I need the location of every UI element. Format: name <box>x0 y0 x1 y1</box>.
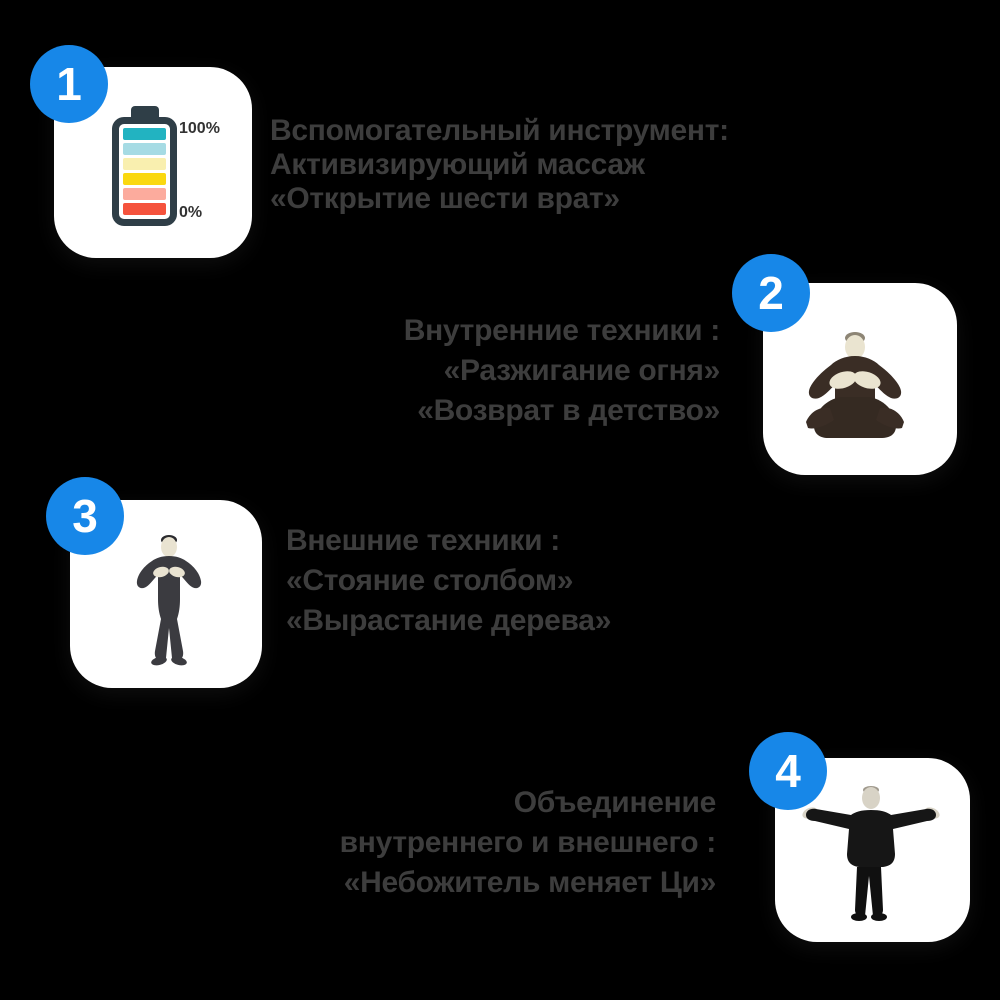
step-number: 3 <box>72 490 98 542</box>
seated-meditation-icon <box>800 328 910 450</box>
battery-segment <box>123 143 166 155</box>
battery-body <box>112 117 177 226</box>
step-caption-line: Объединение <box>513 786 716 819</box>
battery-segment <box>123 173 166 185</box>
battery-segment <box>123 203 166 215</box>
step-caption-line: Внешние техники : <box>286 524 560 557</box>
step-2-number-badge <box>732 254 810 332</box>
step-4-caption <box>340 783 716 903</box>
step-number: 4 <box>775 745 801 797</box>
step-caption-line: «Открытие шести врат» <box>270 182 620 215</box>
step-caption-line: «Небожитель меняет Ци» <box>343 866 716 899</box>
step-3-number-badge <box>46 477 124 555</box>
step-1-number-badge <box>30 45 108 123</box>
step-1-caption <box>270 114 729 216</box>
step-caption-line: «Вырастание дерева» <box>286 604 612 637</box>
battery-segment <box>123 158 166 170</box>
step-3-caption <box>286 521 611 641</box>
step-caption-line: внутреннего и внешнего : <box>339 826 716 859</box>
battery-segment <box>123 128 166 140</box>
step-caption-line: «Разжигание огня» <box>443 354 720 387</box>
step-caption-line: «Возврат в детство» <box>417 394 720 427</box>
battery-0-label: 0% <box>179 204 203 221</box>
step-caption-line: «Стояние столбом» <box>286 564 574 597</box>
step-number: 2 <box>758 267 784 319</box>
step-caption-line: Внутренние техники : <box>403 314 720 347</box>
battery-100-label: 100% <box>179 120 220 137</box>
step-4-number-badge <box>749 732 827 810</box>
standing-pose-icon <box>134 533 204 666</box>
step-2-caption <box>404 311 720 431</box>
step-number: 1 <box>56 58 82 110</box>
battery-segment <box>123 188 166 200</box>
arms-spread-pose-icon <box>801 784 941 924</box>
step-caption-line: Вспомогательный инструмент: <box>270 114 729 147</box>
step-caption-line: Активизирующий массаж <box>270 148 645 181</box>
